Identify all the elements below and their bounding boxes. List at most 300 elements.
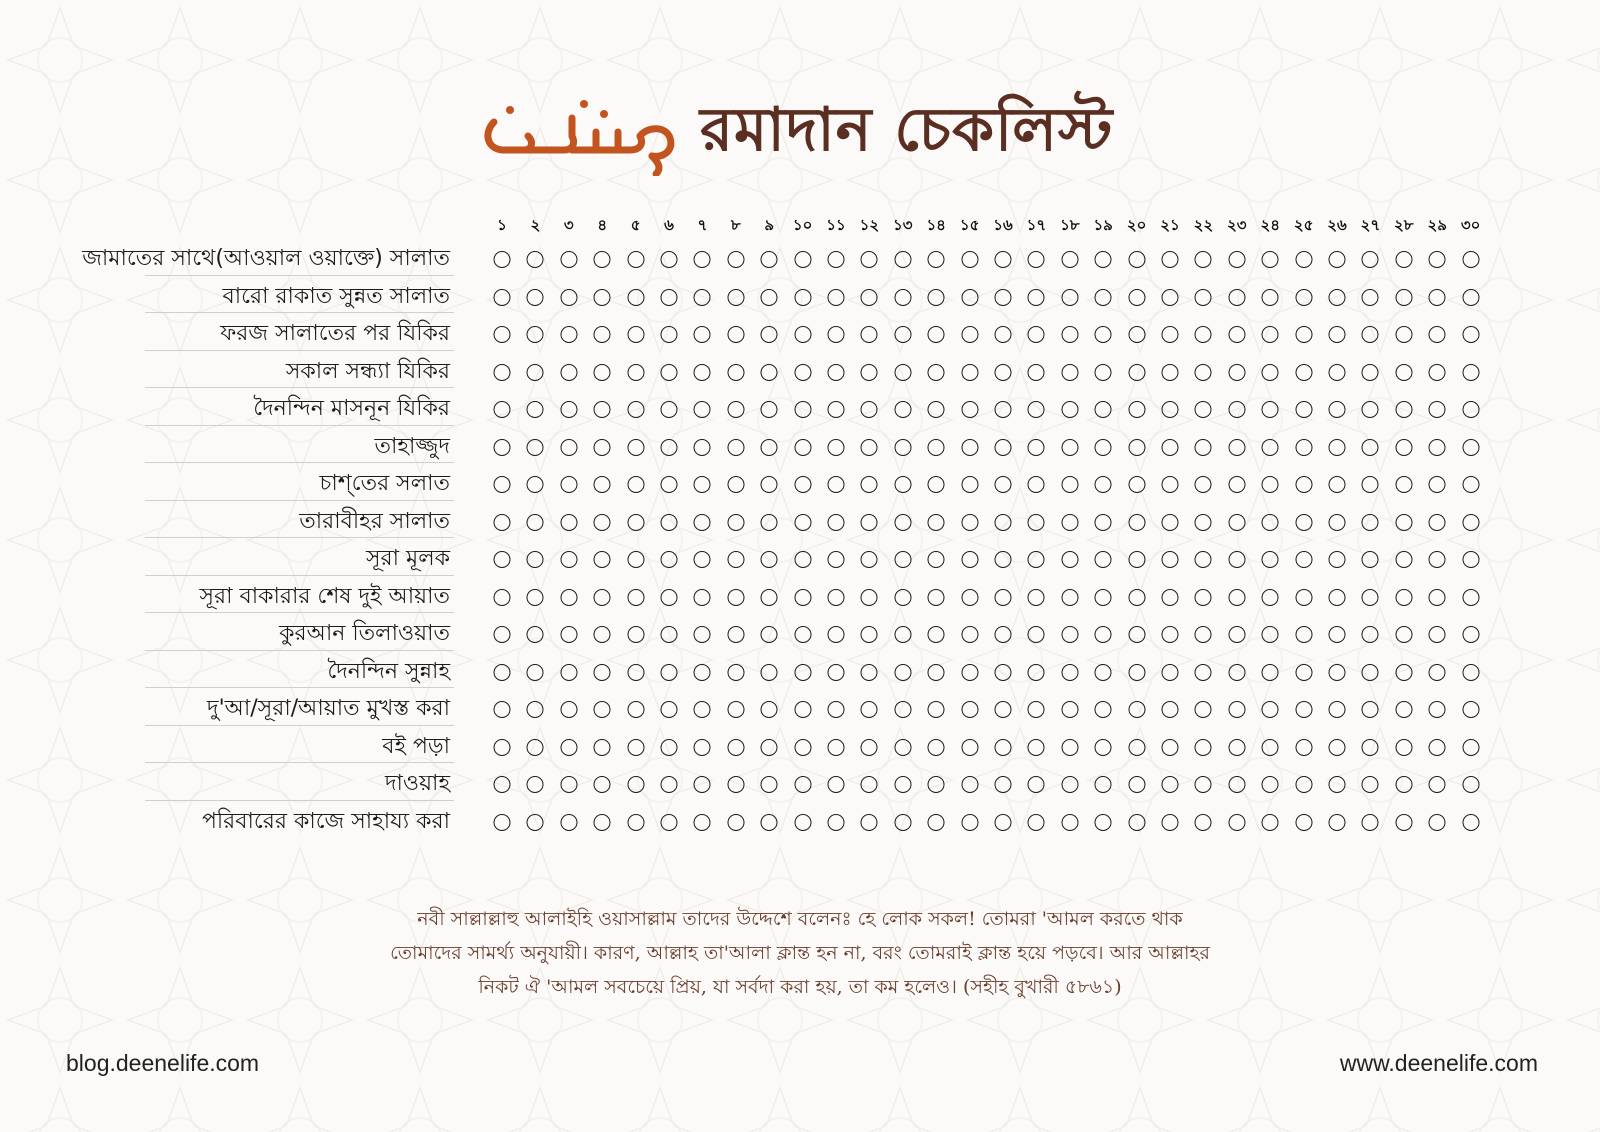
day-checkbox[interactable] [1295,289,1312,306]
day-checkbox[interactable] [594,551,611,568]
day-checkbox[interactable] [995,814,1012,831]
day-checkbox[interactable] [894,289,911,306]
day-checkbox[interactable] [627,514,644,531]
day-checkbox[interactable] [1128,364,1145,381]
day-checkbox[interactable] [1262,626,1279,643]
day-checkbox[interactable] [494,701,511,718]
day-checkbox[interactable] [1061,326,1078,343]
day-checkbox[interactable] [761,289,778,306]
day-checkbox[interactable] [961,814,978,831]
day-checkbox[interactable] [928,739,945,756]
day-checkbox[interactable] [727,589,744,606]
day-checkbox[interactable] [995,476,1012,493]
day-checkbox[interactable] [1295,664,1312,681]
day-checkbox[interactable] [560,739,577,756]
day-checkbox[interactable] [995,326,1012,343]
day-checkbox[interactable] [1462,664,1479,681]
day-checkbox[interactable] [1028,626,1045,643]
day-checkbox[interactable] [1329,514,1346,531]
day-checkbox[interactable] [1095,514,1112,531]
day-checkbox[interactable] [1128,326,1145,343]
day-checkbox[interactable] [694,814,711,831]
day-checkbox[interactable] [727,776,744,793]
day-checkbox[interactable] [1295,739,1312,756]
day-checkbox[interactable] [1128,251,1145,268]
day-checkbox[interactable] [828,401,845,418]
day-checkbox[interactable] [627,701,644,718]
day-checkbox[interactable] [1329,739,1346,756]
day-checkbox[interactable] [1295,326,1312,343]
day-checkbox[interactable] [1429,589,1446,606]
day-checkbox[interactable] [894,551,911,568]
day-checkbox[interactable] [1462,814,1479,831]
day-checkbox[interactable] [1228,364,1245,381]
day-checkbox[interactable] [1395,289,1412,306]
day-checkbox[interactable] [1295,401,1312,418]
day-checkbox[interactable] [794,664,811,681]
day-checkbox[interactable] [995,439,1012,456]
day-checkbox[interactable] [1162,326,1179,343]
day-checkbox[interactable] [1329,326,1346,343]
day-checkbox[interactable] [1262,476,1279,493]
day-checkbox[interactable] [1262,514,1279,531]
day-checkbox[interactable] [828,589,845,606]
day-checkbox[interactable] [761,514,778,531]
day-checkbox[interactable] [627,814,644,831]
day-checkbox[interactable] [861,776,878,793]
day-checkbox[interactable] [1228,401,1245,418]
day-checkbox[interactable] [1028,739,1045,756]
day-checkbox[interactable] [1162,439,1179,456]
day-checkbox[interactable] [761,664,778,681]
day-checkbox[interactable] [828,289,845,306]
day-checkbox[interactable] [1095,364,1112,381]
day-checkbox[interactable] [1095,589,1112,606]
day-checkbox[interactable] [1162,289,1179,306]
day-checkbox[interactable] [928,589,945,606]
day-checkbox[interactable] [661,401,678,418]
day-checkbox[interactable] [1228,439,1245,456]
day-checkbox[interactable] [861,814,878,831]
day-checkbox[interactable] [560,251,577,268]
day-checkbox[interactable] [961,514,978,531]
day-checkbox[interactable] [761,626,778,643]
day-checkbox[interactable] [1195,439,1212,456]
day-checkbox[interactable] [995,401,1012,418]
day-checkbox[interactable] [1195,289,1212,306]
day-checkbox[interactable] [1262,326,1279,343]
day-checkbox[interactable] [1395,514,1412,531]
day-checkbox[interactable] [828,701,845,718]
day-checkbox[interactable] [1295,551,1312,568]
day-checkbox[interactable] [1162,251,1179,268]
day-checkbox[interactable] [961,326,978,343]
day-checkbox[interactable] [661,664,678,681]
day-checkbox[interactable] [1262,776,1279,793]
day-checkbox[interactable] [594,776,611,793]
day-checkbox[interactable] [1362,814,1379,831]
day-checkbox[interactable] [627,776,644,793]
day-checkbox[interactable] [1061,739,1078,756]
day-checkbox[interactable] [928,401,945,418]
day-checkbox[interactable] [727,251,744,268]
day-checkbox[interactable] [1228,739,1245,756]
day-checkbox[interactable] [727,701,744,718]
day-checkbox[interactable] [1195,326,1212,343]
day-checkbox[interactable] [1061,551,1078,568]
day-checkbox[interactable] [1329,551,1346,568]
day-checkbox[interactable] [1462,551,1479,568]
day-checkbox[interactable] [661,589,678,606]
day-checkbox[interactable] [1362,551,1379,568]
footer-website-link[interactable]: www.deenelife.com [1339,1050,1538,1076]
day-checkbox[interactable] [995,251,1012,268]
day-checkbox[interactable] [761,551,778,568]
day-checkbox[interactable] [1061,514,1078,531]
day-checkbox[interactable] [694,739,711,756]
day-checkbox[interactable] [627,439,644,456]
day-checkbox[interactable] [1329,251,1346,268]
day-checkbox[interactable] [1162,401,1179,418]
day-checkbox[interactable] [1228,776,1245,793]
day-checkbox[interactable] [627,364,644,381]
day-checkbox[interactable] [1262,551,1279,568]
day-checkbox[interactable] [761,364,778,381]
day-checkbox[interactable] [494,551,511,568]
day-checkbox[interactable] [1462,439,1479,456]
day-checkbox[interactable] [627,664,644,681]
day-checkbox[interactable] [1462,776,1479,793]
day-checkbox[interactable] [1362,701,1379,718]
day-checkbox[interactable] [1095,401,1112,418]
day-checkbox[interactable] [828,364,845,381]
day-checkbox[interactable] [1128,439,1145,456]
day-checkbox[interactable] [961,251,978,268]
day-checkbox[interactable] [1429,439,1446,456]
day-checkbox[interactable] [727,439,744,456]
day-checkbox[interactable] [1028,514,1045,531]
day-checkbox[interactable] [661,814,678,831]
day-checkbox[interactable] [861,626,878,643]
day-checkbox[interactable] [727,664,744,681]
day-checkbox[interactable] [794,439,811,456]
day-checkbox[interactable] [727,514,744,531]
day-checkbox[interactable] [861,739,878,756]
day-checkbox[interactable] [1128,814,1145,831]
day-checkbox[interactable] [560,626,577,643]
day-checkbox[interactable] [794,589,811,606]
day-checkbox[interactable] [894,514,911,531]
day-checkbox[interactable] [594,326,611,343]
day-checkbox[interactable] [1262,364,1279,381]
day-checkbox[interactable] [494,401,511,418]
day-checkbox[interactable] [1295,476,1312,493]
day-checkbox[interactable] [661,626,678,643]
day-checkbox[interactable] [894,364,911,381]
day-checkbox[interactable] [1228,626,1245,643]
day-checkbox[interactable] [1429,701,1446,718]
day-checkbox[interactable] [694,701,711,718]
day-checkbox[interactable] [1362,251,1379,268]
day-checkbox[interactable] [1128,776,1145,793]
day-checkbox[interactable] [1295,626,1312,643]
day-checkbox[interactable] [527,776,544,793]
day-checkbox[interactable] [894,326,911,343]
day-checkbox[interactable] [594,401,611,418]
day-checkbox[interactable] [560,289,577,306]
day-checkbox[interactable] [661,251,678,268]
day-checkbox[interactable] [1429,551,1446,568]
day-checkbox[interactable] [694,514,711,531]
day-checkbox[interactable] [1228,476,1245,493]
day-checkbox[interactable] [527,514,544,531]
day-checkbox[interactable] [761,476,778,493]
day-checkbox[interactable] [560,814,577,831]
day-checkbox[interactable] [961,701,978,718]
day-checkbox[interactable] [1228,251,1245,268]
day-checkbox[interactable] [828,514,845,531]
day-checkbox[interactable] [1061,476,1078,493]
day-checkbox[interactable] [527,551,544,568]
day-checkbox[interactable] [928,364,945,381]
day-checkbox[interactable] [1162,739,1179,756]
footer-blog-link[interactable]: blog.deenelife.com [66,1050,260,1076]
day-checkbox[interactable] [1262,739,1279,756]
day-checkbox[interactable] [1028,551,1045,568]
day-checkbox[interactable] [928,701,945,718]
day-checkbox[interactable] [861,364,878,381]
day-checkbox[interactable] [1195,589,1212,606]
day-checkbox[interactable] [661,551,678,568]
day-checkbox[interactable] [1195,364,1212,381]
day-checkbox[interactable] [694,326,711,343]
day-checkbox[interactable] [1329,626,1346,643]
day-checkbox[interactable] [1128,626,1145,643]
day-checkbox[interactable] [861,326,878,343]
day-checkbox[interactable] [1395,626,1412,643]
day-checkbox[interactable] [594,589,611,606]
day-checkbox[interactable] [661,776,678,793]
day-checkbox[interactable] [627,551,644,568]
day-checkbox[interactable] [694,364,711,381]
day-checkbox[interactable] [1228,514,1245,531]
day-checkbox[interactable] [1195,251,1212,268]
day-checkbox[interactable] [527,289,544,306]
day-checkbox[interactable] [1061,364,1078,381]
day-checkbox[interactable] [1028,664,1045,681]
day-checkbox[interactable] [1028,289,1045,306]
day-checkbox[interactable] [594,364,611,381]
day-checkbox[interactable] [594,701,611,718]
day-checkbox[interactable] [995,626,1012,643]
day-checkbox[interactable] [1028,476,1045,493]
day-checkbox[interactable] [1429,514,1446,531]
day-checkbox[interactable] [494,326,511,343]
day-checkbox[interactable] [1362,289,1379,306]
day-checkbox[interactable] [694,551,711,568]
day-checkbox[interactable] [1329,439,1346,456]
day-checkbox[interactable] [1429,626,1446,643]
day-checkbox[interactable] [928,251,945,268]
day-checkbox[interactable] [761,251,778,268]
day-checkbox[interactable] [794,814,811,831]
day-checkbox[interactable] [1095,664,1112,681]
day-checkbox[interactable] [761,326,778,343]
day-checkbox[interactable] [1429,364,1446,381]
day-checkbox[interactable] [594,289,611,306]
day-checkbox[interactable] [661,514,678,531]
day-checkbox[interactable] [995,589,1012,606]
day-checkbox[interactable] [961,289,978,306]
day-checkbox[interactable] [961,551,978,568]
day-checkbox[interactable] [894,776,911,793]
day-checkbox[interactable] [1195,551,1212,568]
day-checkbox[interactable] [694,289,711,306]
day-checkbox[interactable] [1462,251,1479,268]
day-checkbox[interactable] [560,664,577,681]
day-checkbox[interactable] [494,439,511,456]
day-checkbox[interactable] [727,364,744,381]
day-checkbox[interactable] [894,739,911,756]
day-checkbox[interactable] [1061,439,1078,456]
day-checkbox[interactable] [1362,476,1379,493]
day-checkbox[interactable] [928,514,945,531]
day-checkbox[interactable] [1429,664,1446,681]
day-checkbox[interactable] [1395,814,1412,831]
day-checkbox[interactable] [527,664,544,681]
day-checkbox[interactable] [627,626,644,643]
day-checkbox[interactable] [1195,514,1212,531]
day-checkbox[interactable] [928,776,945,793]
day-checkbox[interactable] [1162,551,1179,568]
day-checkbox[interactable] [1028,326,1045,343]
day-checkbox[interactable] [894,626,911,643]
day-checkbox[interactable] [1395,476,1412,493]
day-checkbox[interactable] [1295,251,1312,268]
day-checkbox[interactable] [494,739,511,756]
day-checkbox[interactable] [1028,589,1045,606]
day-checkbox[interactable] [560,326,577,343]
day-checkbox[interactable] [961,401,978,418]
day-checkbox[interactable] [560,701,577,718]
day-checkbox[interactable] [1028,251,1045,268]
day-checkbox[interactable] [761,739,778,756]
day-checkbox[interactable] [1128,664,1145,681]
day-checkbox[interactable] [1128,476,1145,493]
day-checkbox[interactable] [1429,289,1446,306]
day-checkbox[interactable] [727,626,744,643]
day-checkbox[interactable] [1395,776,1412,793]
day-checkbox[interactable] [1061,251,1078,268]
day-checkbox[interactable] [694,401,711,418]
day-checkbox[interactable] [1061,626,1078,643]
day-checkbox[interactable] [694,626,711,643]
day-checkbox[interactable] [928,551,945,568]
day-checkbox[interactable] [1429,776,1446,793]
day-checkbox[interactable] [1395,326,1412,343]
day-checkbox[interactable] [1228,326,1245,343]
day-checkbox[interactable] [794,401,811,418]
day-checkbox[interactable] [1395,364,1412,381]
day-checkbox[interactable] [761,701,778,718]
day-checkbox[interactable] [627,326,644,343]
day-checkbox[interactable] [928,476,945,493]
day-checkbox[interactable] [1228,701,1245,718]
day-checkbox[interactable] [1429,326,1446,343]
day-checkbox[interactable] [995,739,1012,756]
day-checkbox[interactable] [1095,739,1112,756]
day-checkbox[interactable] [1061,589,1078,606]
day-checkbox[interactable] [527,739,544,756]
day-checkbox[interactable] [560,776,577,793]
day-checkbox[interactable] [1262,401,1279,418]
day-checkbox[interactable] [1329,776,1346,793]
day-checkbox[interactable] [1162,814,1179,831]
day-checkbox[interactable] [1462,514,1479,531]
day-checkbox[interactable] [1162,664,1179,681]
day-checkbox[interactable] [627,739,644,756]
day-checkbox[interactable] [961,776,978,793]
day-checkbox[interactable] [794,364,811,381]
day-checkbox[interactable] [1195,776,1212,793]
day-checkbox[interactable] [961,626,978,643]
day-checkbox[interactable] [527,251,544,268]
day-checkbox[interactable] [1195,626,1212,643]
day-checkbox[interactable] [627,476,644,493]
day-checkbox[interactable] [694,251,711,268]
day-checkbox[interactable] [560,476,577,493]
day-checkbox[interactable] [1295,589,1312,606]
day-checkbox[interactable] [1128,401,1145,418]
day-checkbox[interactable] [794,626,811,643]
day-checkbox[interactable] [928,326,945,343]
day-checkbox[interactable] [1395,739,1412,756]
day-checkbox[interactable] [861,551,878,568]
day-checkbox[interactable] [861,514,878,531]
day-checkbox[interactable] [494,514,511,531]
day-checkbox[interactable] [1162,514,1179,531]
day-checkbox[interactable] [995,364,1012,381]
day-checkbox[interactable] [494,476,511,493]
day-checkbox[interactable] [1128,289,1145,306]
day-checkbox[interactable] [828,476,845,493]
day-checkbox[interactable] [1362,401,1379,418]
day-checkbox[interactable] [761,589,778,606]
day-checkbox[interactable] [494,626,511,643]
day-checkbox[interactable] [1128,514,1145,531]
day-checkbox[interactable] [494,364,511,381]
day-checkbox[interactable] [861,589,878,606]
day-checkbox[interactable] [594,814,611,831]
day-checkbox[interactable] [627,289,644,306]
day-checkbox[interactable] [527,401,544,418]
day-checkbox[interactable] [1429,401,1446,418]
day-checkbox[interactable] [1395,664,1412,681]
day-checkbox[interactable] [1195,664,1212,681]
day-checkbox[interactable] [1395,251,1412,268]
day-checkbox[interactable] [1295,514,1312,531]
day-checkbox[interactable] [1462,364,1479,381]
day-checkbox[interactable] [1061,701,1078,718]
day-checkbox[interactable] [527,626,544,643]
day-checkbox[interactable] [961,589,978,606]
day-checkbox[interactable] [527,476,544,493]
day-checkbox[interactable] [694,664,711,681]
day-checkbox[interactable] [1061,814,1078,831]
day-checkbox[interactable] [494,776,511,793]
day-checkbox[interactable] [727,326,744,343]
day-checkbox[interactable] [828,251,845,268]
